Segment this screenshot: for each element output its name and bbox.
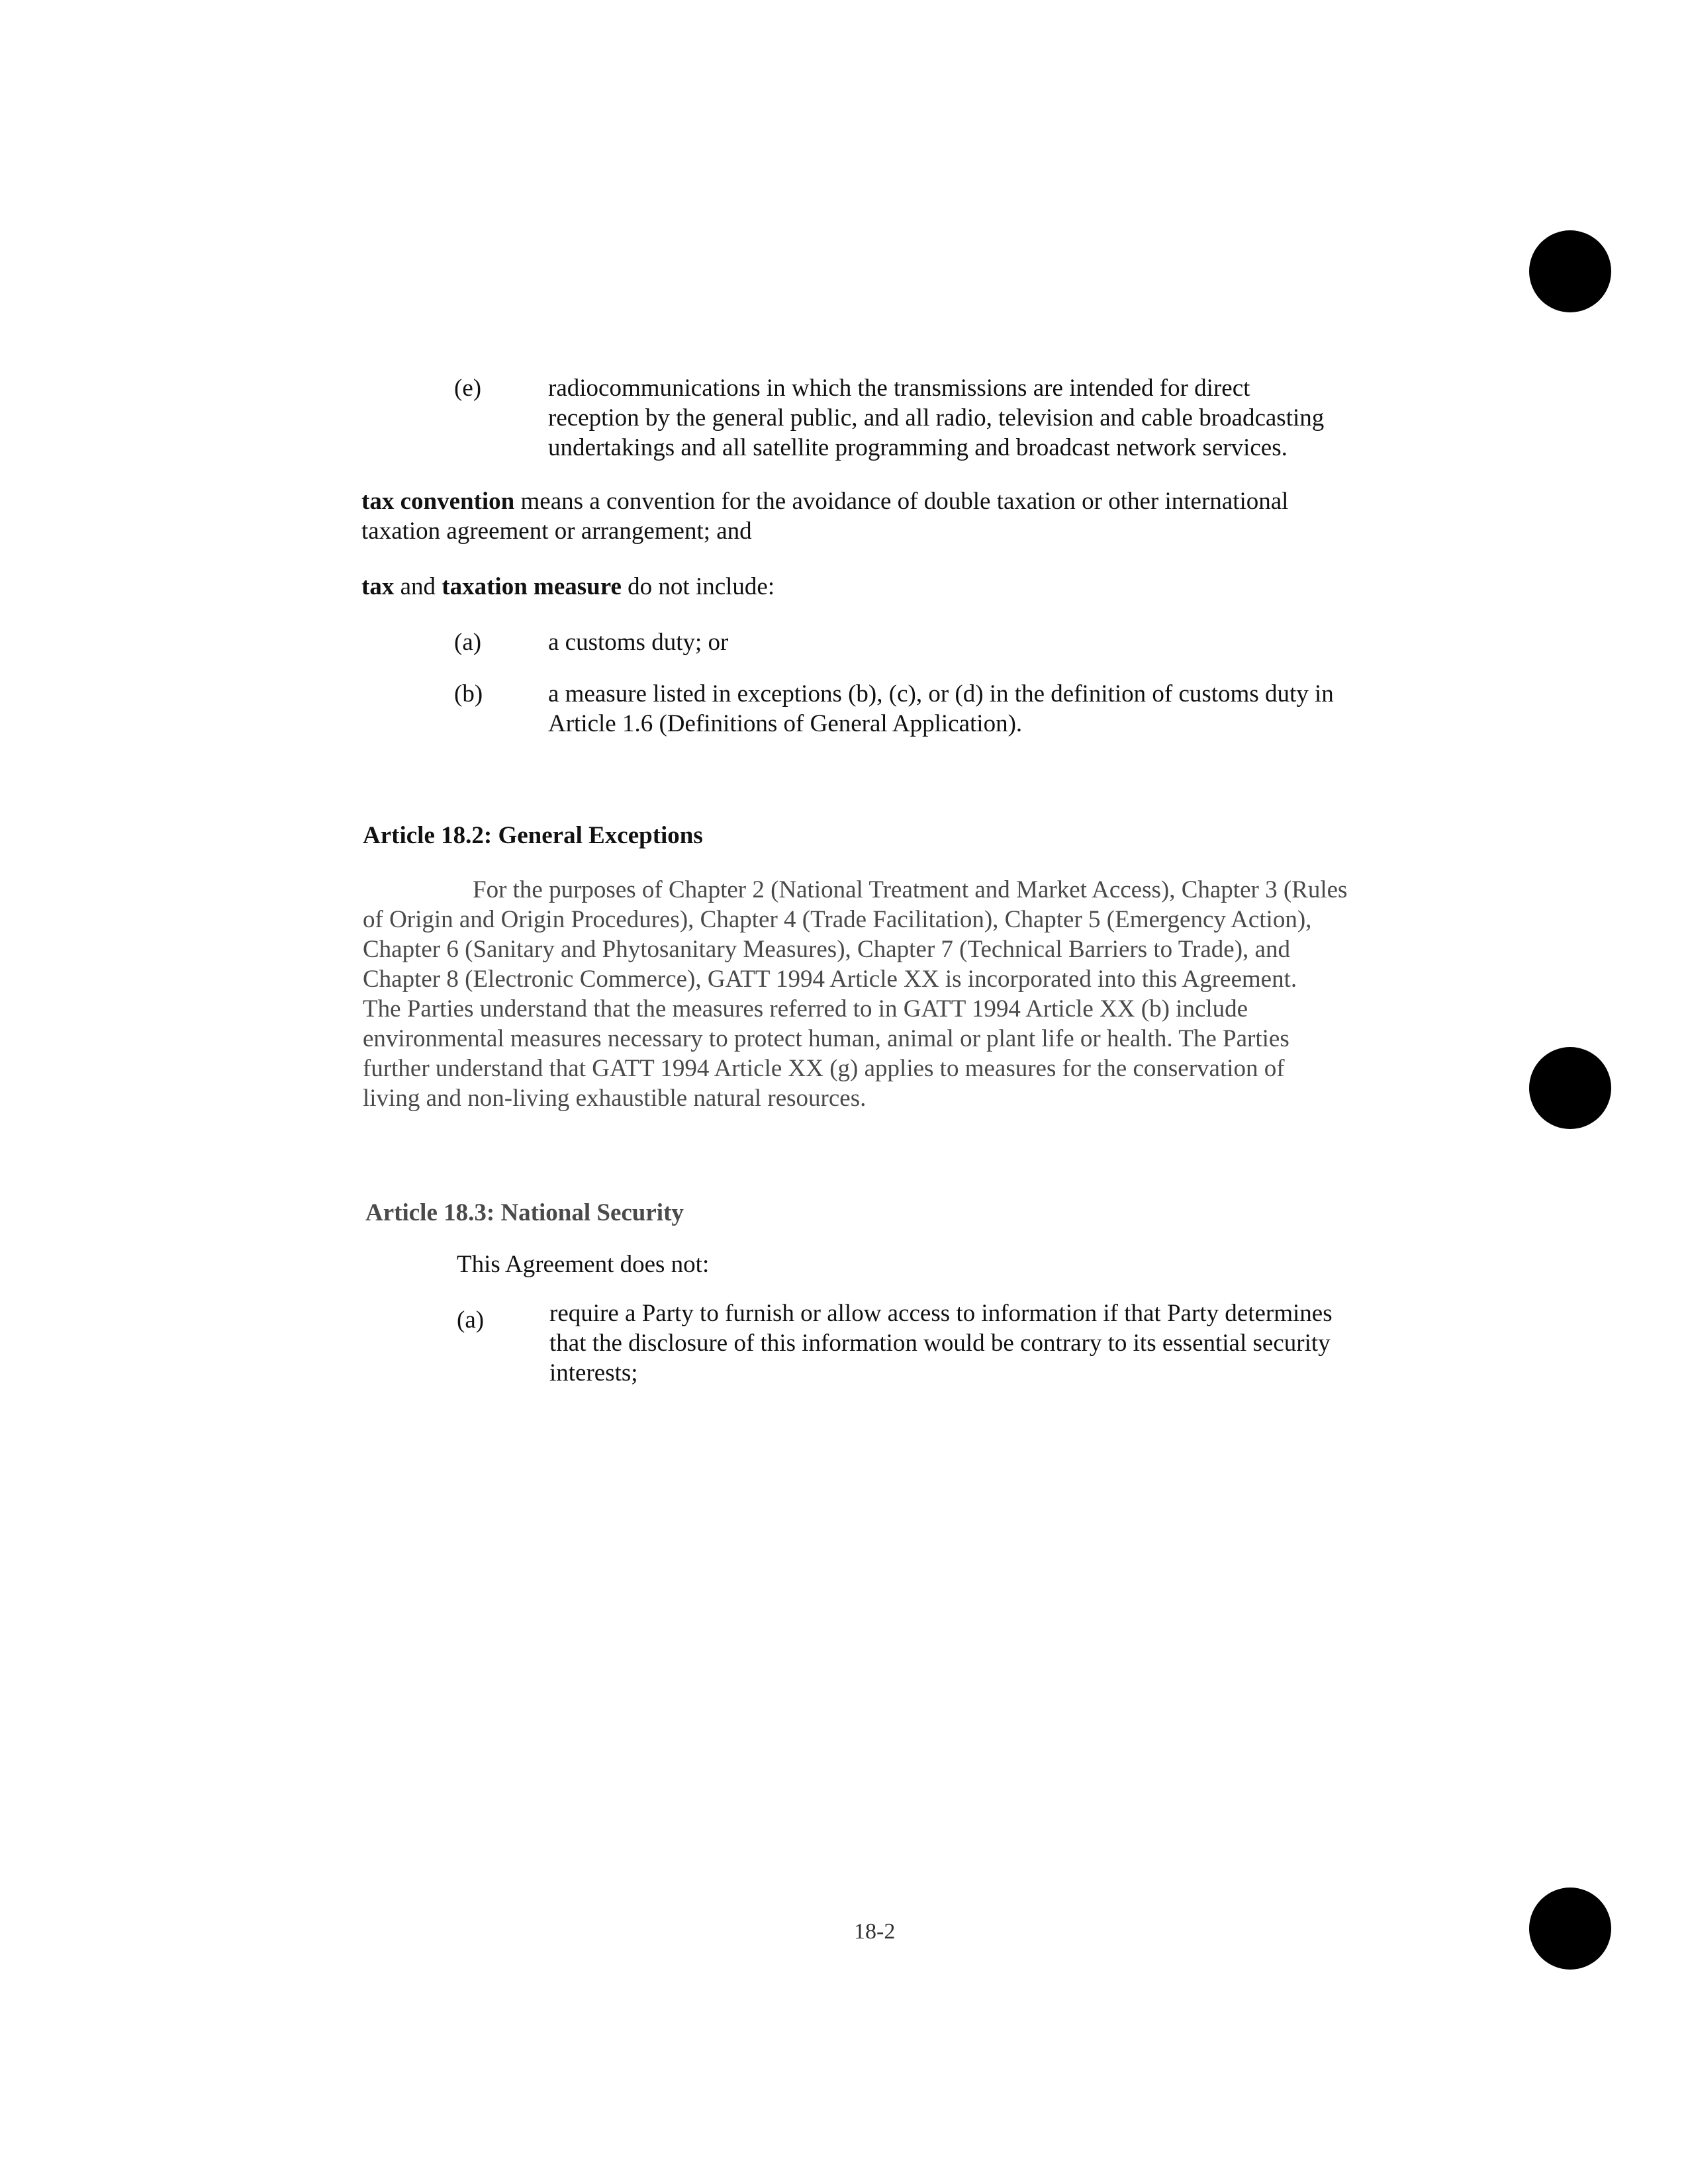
tax-convention-definition — [361, 486, 1288, 546]
taxation-measure-term: taxation measure — [442, 573, 622, 600]
punch-hole-middle — [1529, 1047, 1611, 1129]
article-18-2-line: living and non-living exhaustible natural resources. — [363, 1085, 867, 1112]
article-18-2-body — [363, 875, 1347, 1113]
article-18-2-line: Chapter 6 (Sanitary and Phytosanitary Measures), Chapter 7 (Technical Barriers to Trade), and — [363, 936, 1290, 963]
article-18-3-heading: Article 18.3: National Security — [365, 1199, 684, 1226]
security-item-a-line: that the disclosure of this information would be contrary to its essential security — [549, 1330, 1331, 1357]
tax-item-a-label: (a) — [454, 629, 482, 656]
tax-item-a-text: a customs duty; or — [548, 629, 729, 656]
punch-hole-bottom — [1529, 1888, 1611, 1970]
and-text: and — [394, 573, 442, 600]
tax-item-b-text — [548, 679, 1334, 739]
tax-item-b-line: a measure listed in exceptions (b), (c), or (d) in the definition of customs duty in — [548, 680, 1334, 707]
security-item-a-label: (a) — [457, 1306, 485, 1334]
article-18-2-line: of Origin and Origin Procedures), Chapter 4 (Trade Facilitation), Chapter 5 (Emergency Action), — [363, 906, 1312, 933]
tax-term: tax — [361, 573, 395, 600]
page-number: 18-2 — [854, 1919, 896, 1944]
article-18-2-line: The Parties understand that the measures referred to in GATT 1994 Article XX (b) include — [363, 995, 1248, 1023]
tax-item-b-line: Article 1.6 (Definitions of General Application). — [548, 710, 1023, 737]
tax-item-b-label: (b) — [454, 680, 483, 707]
article-18-2-line: Chapter 8 (Electronic Commerce), GATT 1994 Article XX is incorporated into this Agreement. — [363, 966, 1297, 993]
article-18-2-heading: Article 18.2: General Exceptions — [363, 822, 703, 849]
article-18-3-intro: This Agreement does not: — [457, 1251, 710, 1278]
item-e-line: reception by the general public, and all radio, television and cable broadcasting — [548, 404, 1325, 432]
tax-convention-term: tax convention — [361, 488, 515, 515]
tax-convention-text: means a convention for the avoidance of double taxation or other international — [514, 488, 1289, 515]
article-18-2-line: For the purposes of Chapter 2 (National Treatment and Market Access), Chapter 3 (Rules — [473, 876, 1348, 903]
tax-convention-text-2: taxation agreement or arrangement; and — [361, 518, 752, 545]
article-18-2-line: environmental measures necessary to protect human, animal or plant life or health. The Parties — [363, 1025, 1289, 1052]
security-item-a-line: require a Party to furnish or allow access to information if that Party determines — [549, 1300, 1333, 1327]
item-e-text — [548, 373, 1324, 463]
punch-hole-top — [1529, 230, 1611, 312]
security-item-a-line: interests; — [549, 1359, 638, 1387]
item-e-line: radiocommunications in which the transmissions are intended for direct — [548, 375, 1250, 402]
item-e-label: (e) — [454, 375, 482, 402]
article-18-2-line: further understand that GATT 1994 Article XX (g) applies to measures for the conservation of — [363, 1055, 1285, 1082]
security-item-a-text — [549, 1298, 1333, 1388]
tax-measure-definition — [361, 572, 774, 602]
tax-measure-rest: do not include: — [621, 573, 775, 600]
item-e-line: undertakings and all satellite programming and broadcast network services. — [548, 434, 1288, 461]
